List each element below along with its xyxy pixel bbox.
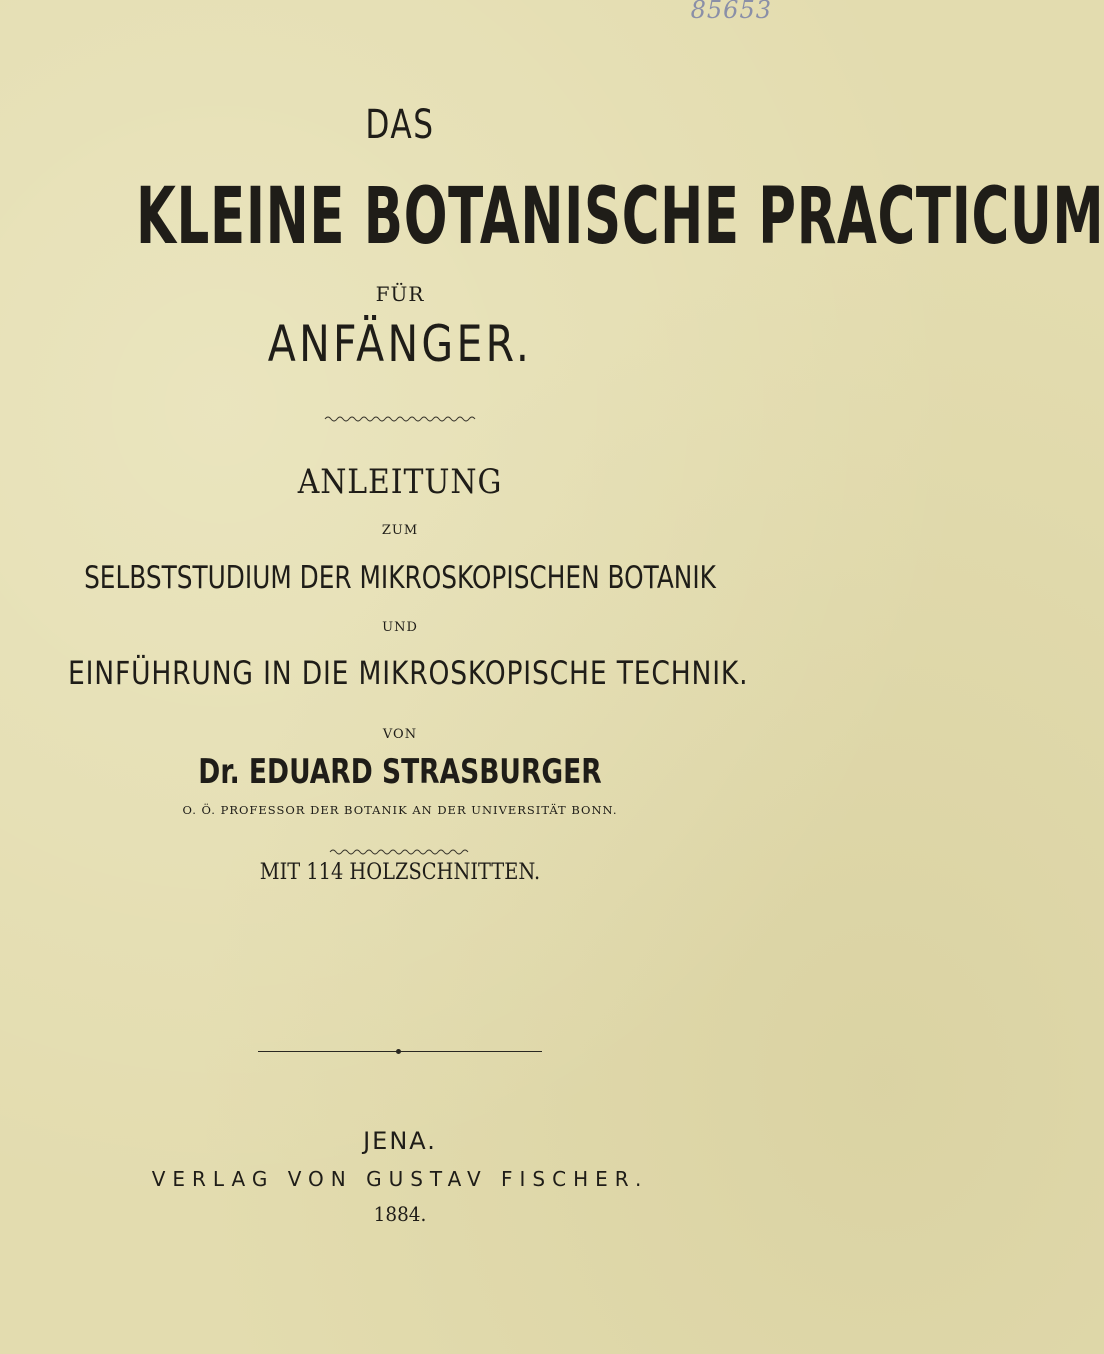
audience-title: ANFÄNGER. [267, 315, 533, 373]
subtitle-connector-2: UND [382, 620, 418, 635]
main-title: KLEINE BOTANISCHE PRACTICUM [136, 172, 1104, 262]
wavy-ornament-2 [330, 848, 470, 856]
shelfmark-handwritten: 85653 [690, 0, 772, 24]
imprint-place: JENA. [363, 1127, 437, 1155]
subtitle-line-2: EINFÜHRUNG IN DIE MIKROSKOPISCHE TECHNIK. [68, 654, 749, 692]
subtitle-line-1: SELBSTSTUDIUM DER MIKROSKOPISCHEN BOTANIK [84, 560, 716, 596]
by-label: VON [382, 727, 418, 742]
author-name: EDUARD STRASBURGER [248, 752, 602, 792]
author-line [88, 752, 712, 792]
subtitle-heading: ANLEITUNG [297, 462, 503, 502]
divider-rule-center-dot [396, 1049, 401, 1054]
imprint-year: 1884. [373, 1202, 427, 1226]
illustrations-note: MIT 114 HOLZSCHNITTEN. [259, 860, 541, 885]
author-prefix: Dr. [198, 752, 240, 792]
pre-title: DAS [365, 102, 435, 148]
wavy-ornament-1 [325, 415, 475, 423]
for-label: FÜR [375, 282, 425, 306]
author-affiliation: O. Ö. PROFESSOR DER BOTANIK AN DER UNIVERSITÄT BONN. [182, 803, 618, 817]
subtitle-connector-1: ZUM [381, 523, 419, 538]
imprint-publisher: VERLAG VON GUSTAV FISCHER. [151, 1167, 649, 1191]
